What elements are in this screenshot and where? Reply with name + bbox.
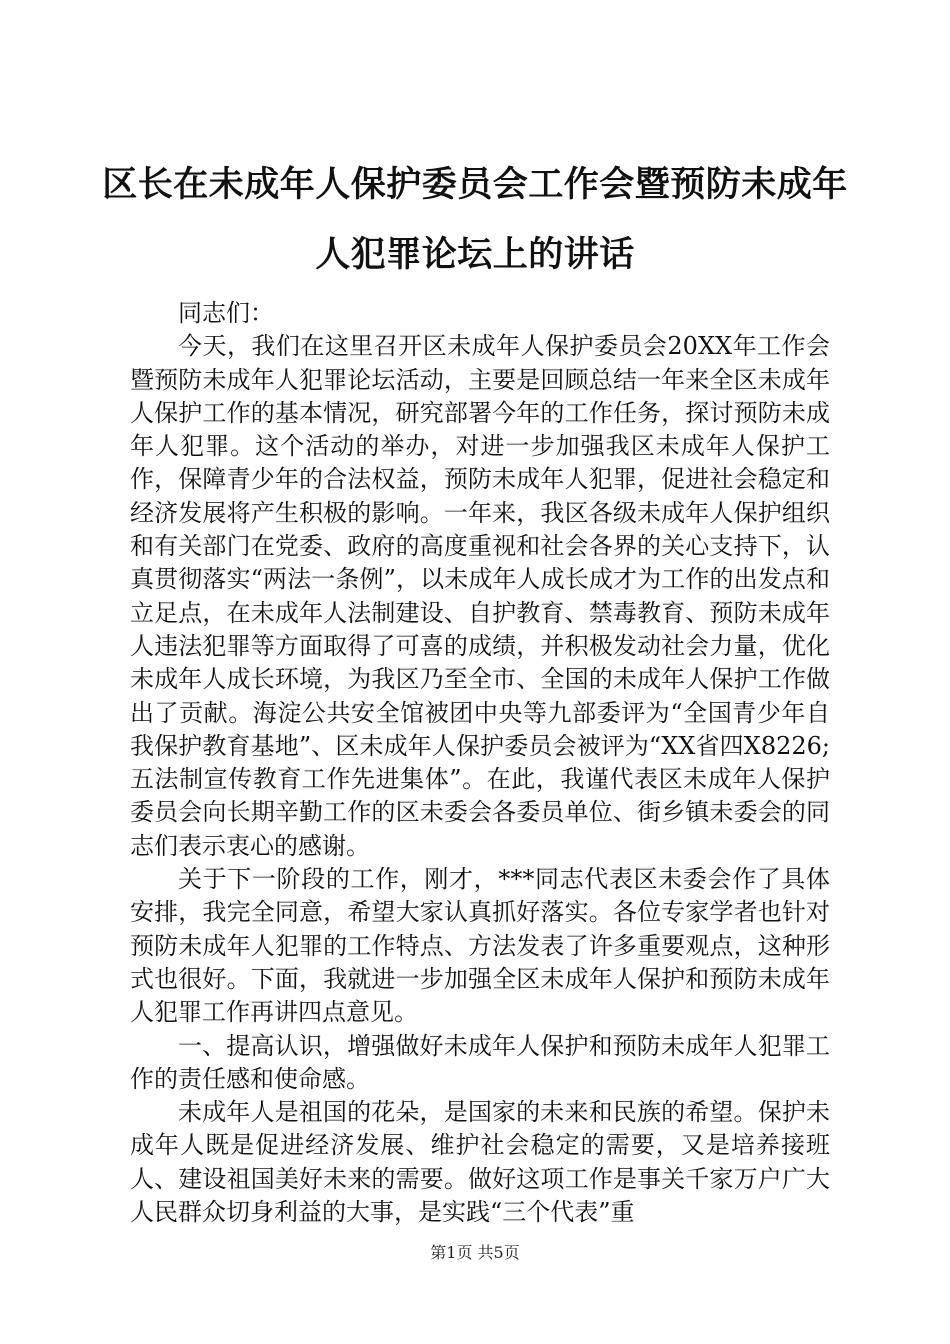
paragraph: 关于下一阶段的工作，刚才，***同志代表区未委会作了具体安排，我完全同意，希望大家认真抓好落实。各位专家学者也针对预防未成年人犯罪的工作特点、方法发表了许多重要观点，这种形式也很好。下面，我就进一步加强全区未成年人保护和预防未成年人犯罪工作再讲四点意见。: [130, 865, 830, 1027]
salutation: 同志们：: [178, 299, 274, 327]
section-heading: 一、提高认识，增强做好未成年人保护和预防未成年人犯罪工作的责任感和使命感。: [130, 1031, 830, 1093]
paragraph: 未成年人是祖国的花朵，是国家的未来和民族的希望。保护未成年人既是促进经济发展、维护社会稳定的需要，又是培养接班人、建设祖国美好未来的需要。做好这项工作是事关千家万户广大人民群众切身利益的大事，是实践“三个代表”重: [130, 1098, 830, 1227]
document-title: 区长在未成年人保护委员会工作会暨预防未成年人犯罪论坛上的讲话: [102, 165, 848, 275]
page-number-footer: 第1页 共5页: [430, 1243, 520, 1262]
paragraph: 今天，我们在这里召开区未成年人保护委员会20XX年工作会暨预防未成年人犯罪论坛活动，主要是回顾总结一年来全区未成年人保护工作的基本情况，研究部署今年的工作任务，探讨预防未成年人犯罪。这个活动的举办，对进一步加强我区未成年人保护工作，保障青少年的合法权益，预防未成年人犯罪，促进社会稳定和经济发展将产生积极的影响。一年来，我区各级未成年人保护组织和有关部门在党委、政府的高度重视和社会各界的关心支持下，认真贯彻落实“两法一条例”，以未成年人成长成才为工作的出发点和立足点，在未成年人法制建设、自护教育、禁毒教育、预防未成年人违法犯罪等方面取得了可喜的成绩，并积极发动社会力量，优化未成年人成长环境，为我区乃至全市、全国的未成年人保护工作做出了贡献。海淀公共安全馆被团中央等九部委评为“全国青少年自我保护教育基地”、区未成年人保护委员会被评为“XX省四X8226;五法制宣传教育工作先进集体”。在此，我谨代表区未成年人保护委员会向长期辛勤工作的区未委会各委员单位、街乡镇未委会的同志们表示衷心的感谢。: [130, 332, 830, 860]
document-body: [130, 297, 830, 1229]
